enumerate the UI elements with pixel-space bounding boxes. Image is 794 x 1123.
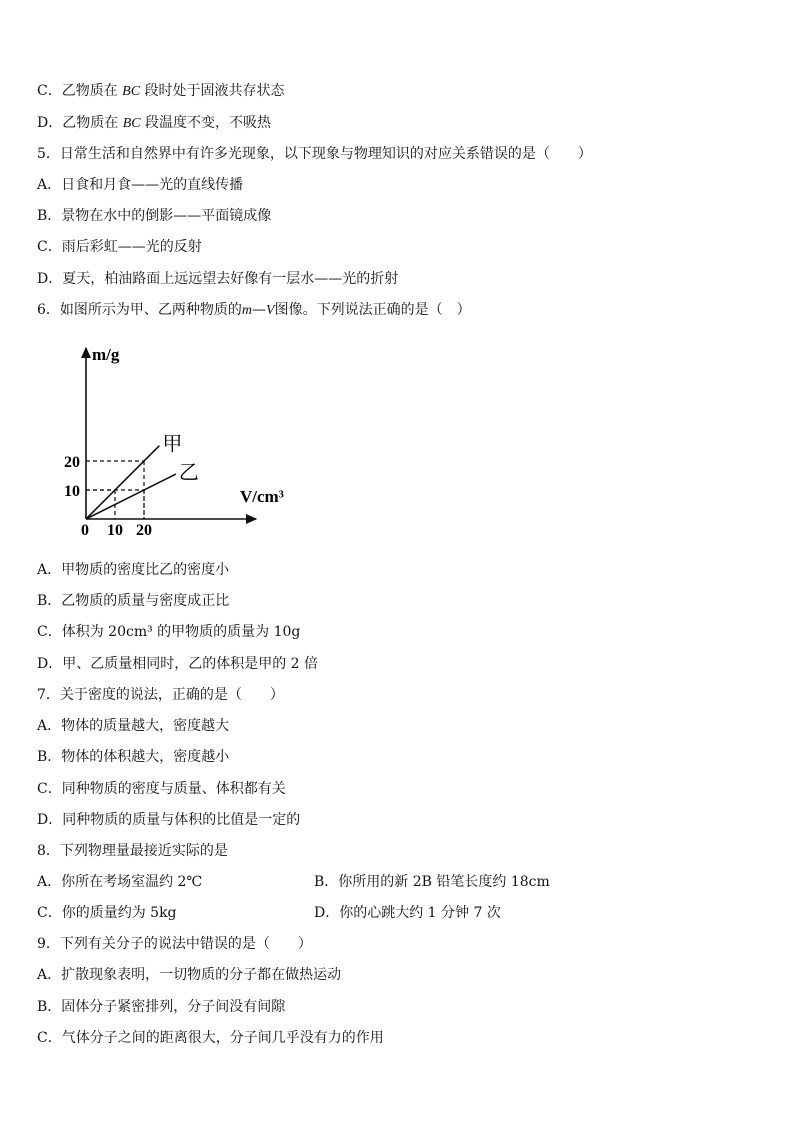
q5-option-c: C．雨后彩虹——光的反射 [37,239,202,255]
q8-stem: 8．下列物理量最接近实际的是 [37,843,228,859]
x-tick-label-20: 20 [136,522,152,539]
y-axis-label: m/g [92,345,120,364]
q8-option-c: C．你的质量约为 5kg [37,905,177,921]
q8-option-a: A．你所在考场室温约 2℃ [37,874,203,890]
x-axis-label: V/cm³ [240,487,284,506]
x-tick-label-10: 10 [107,522,123,539]
series-line-2 [86,474,176,519]
mv-graph [64,338,302,542]
y-tick-label-20: 20 [64,454,80,471]
q6-option-a: A．甲物质的密度比乙的密度小 [37,562,230,578]
q9-stem: 9．下列有关分子的说法中错误的是（ ） [37,936,312,952]
q7-option-a: A．物体的质量越大，密度越大 [37,718,230,734]
q6-option-c: C．体积为 20cm³ 的甲物质的质量为 10g [37,624,301,640]
q4-option-d: D．乙物质在 BC 段温度不变，不吸热 [37,115,272,131]
y-tick-label-10: 10 [64,483,80,500]
q9-option-c: C．气体分子之间的距离很大，分子间几乎没有力的作用 [37,1030,384,1046]
q7-option-d: D．同种物质的质量与体积的比值是一定的 [37,812,301,828]
q7-option-c: C．同种物质的密度与质量、体积都有关 [37,781,286,797]
q4-option-c: C．乙物质在 BC 段时处于固液共存状态 [37,83,285,99]
q8-option-d: D．你的心跳大约 1 分钟 7 次 [314,905,501,921]
q9-option-a: A．扩散现象表明，一切物质的分子都在做热运动 [37,967,342,983]
q7-option-b: B．物体的体积越大，密度越小 [37,749,230,765]
q5-option-a: A．日食和月食——光的直线传播 [37,177,244,193]
series-label-2: 乙 [178,462,199,485]
q5-option-b: B．景物在水中的倒影——平面镜成像 [37,208,272,224]
q5-stem: 5．日常生活和自然界中有许多光现象，以下现象与物理知识的对应关系错误的是（ ） [37,146,592,162]
q6-option-b: B．乙物质的质量与密度成正比 [37,593,230,609]
q7-stem: 7．关于密度的说法，正确的是（ ） [37,687,284,703]
q8-option-b: B．你所用的新 2B 铅笔长度约 18cm [314,874,550,890]
q9-option-b: B．固体分子紧密排列，分子间没有间隙 [37,999,286,1015]
series-label-1: 甲 [162,433,183,456]
q6-stem: 6．如图所示为甲、乙两种物质的m—V图像。下列说法正确的是（ ） [37,302,471,318]
q5-option-d: D．夏天，柏油路面上远远望去好像有一层水——光的折射 [37,271,399,287]
origin-label: 0 [81,522,89,539]
q6-option-d: D．甲、乙质量相同时，乙的体积是甲的 2 倍 [37,656,319,672]
series-line-1 [86,446,159,519]
